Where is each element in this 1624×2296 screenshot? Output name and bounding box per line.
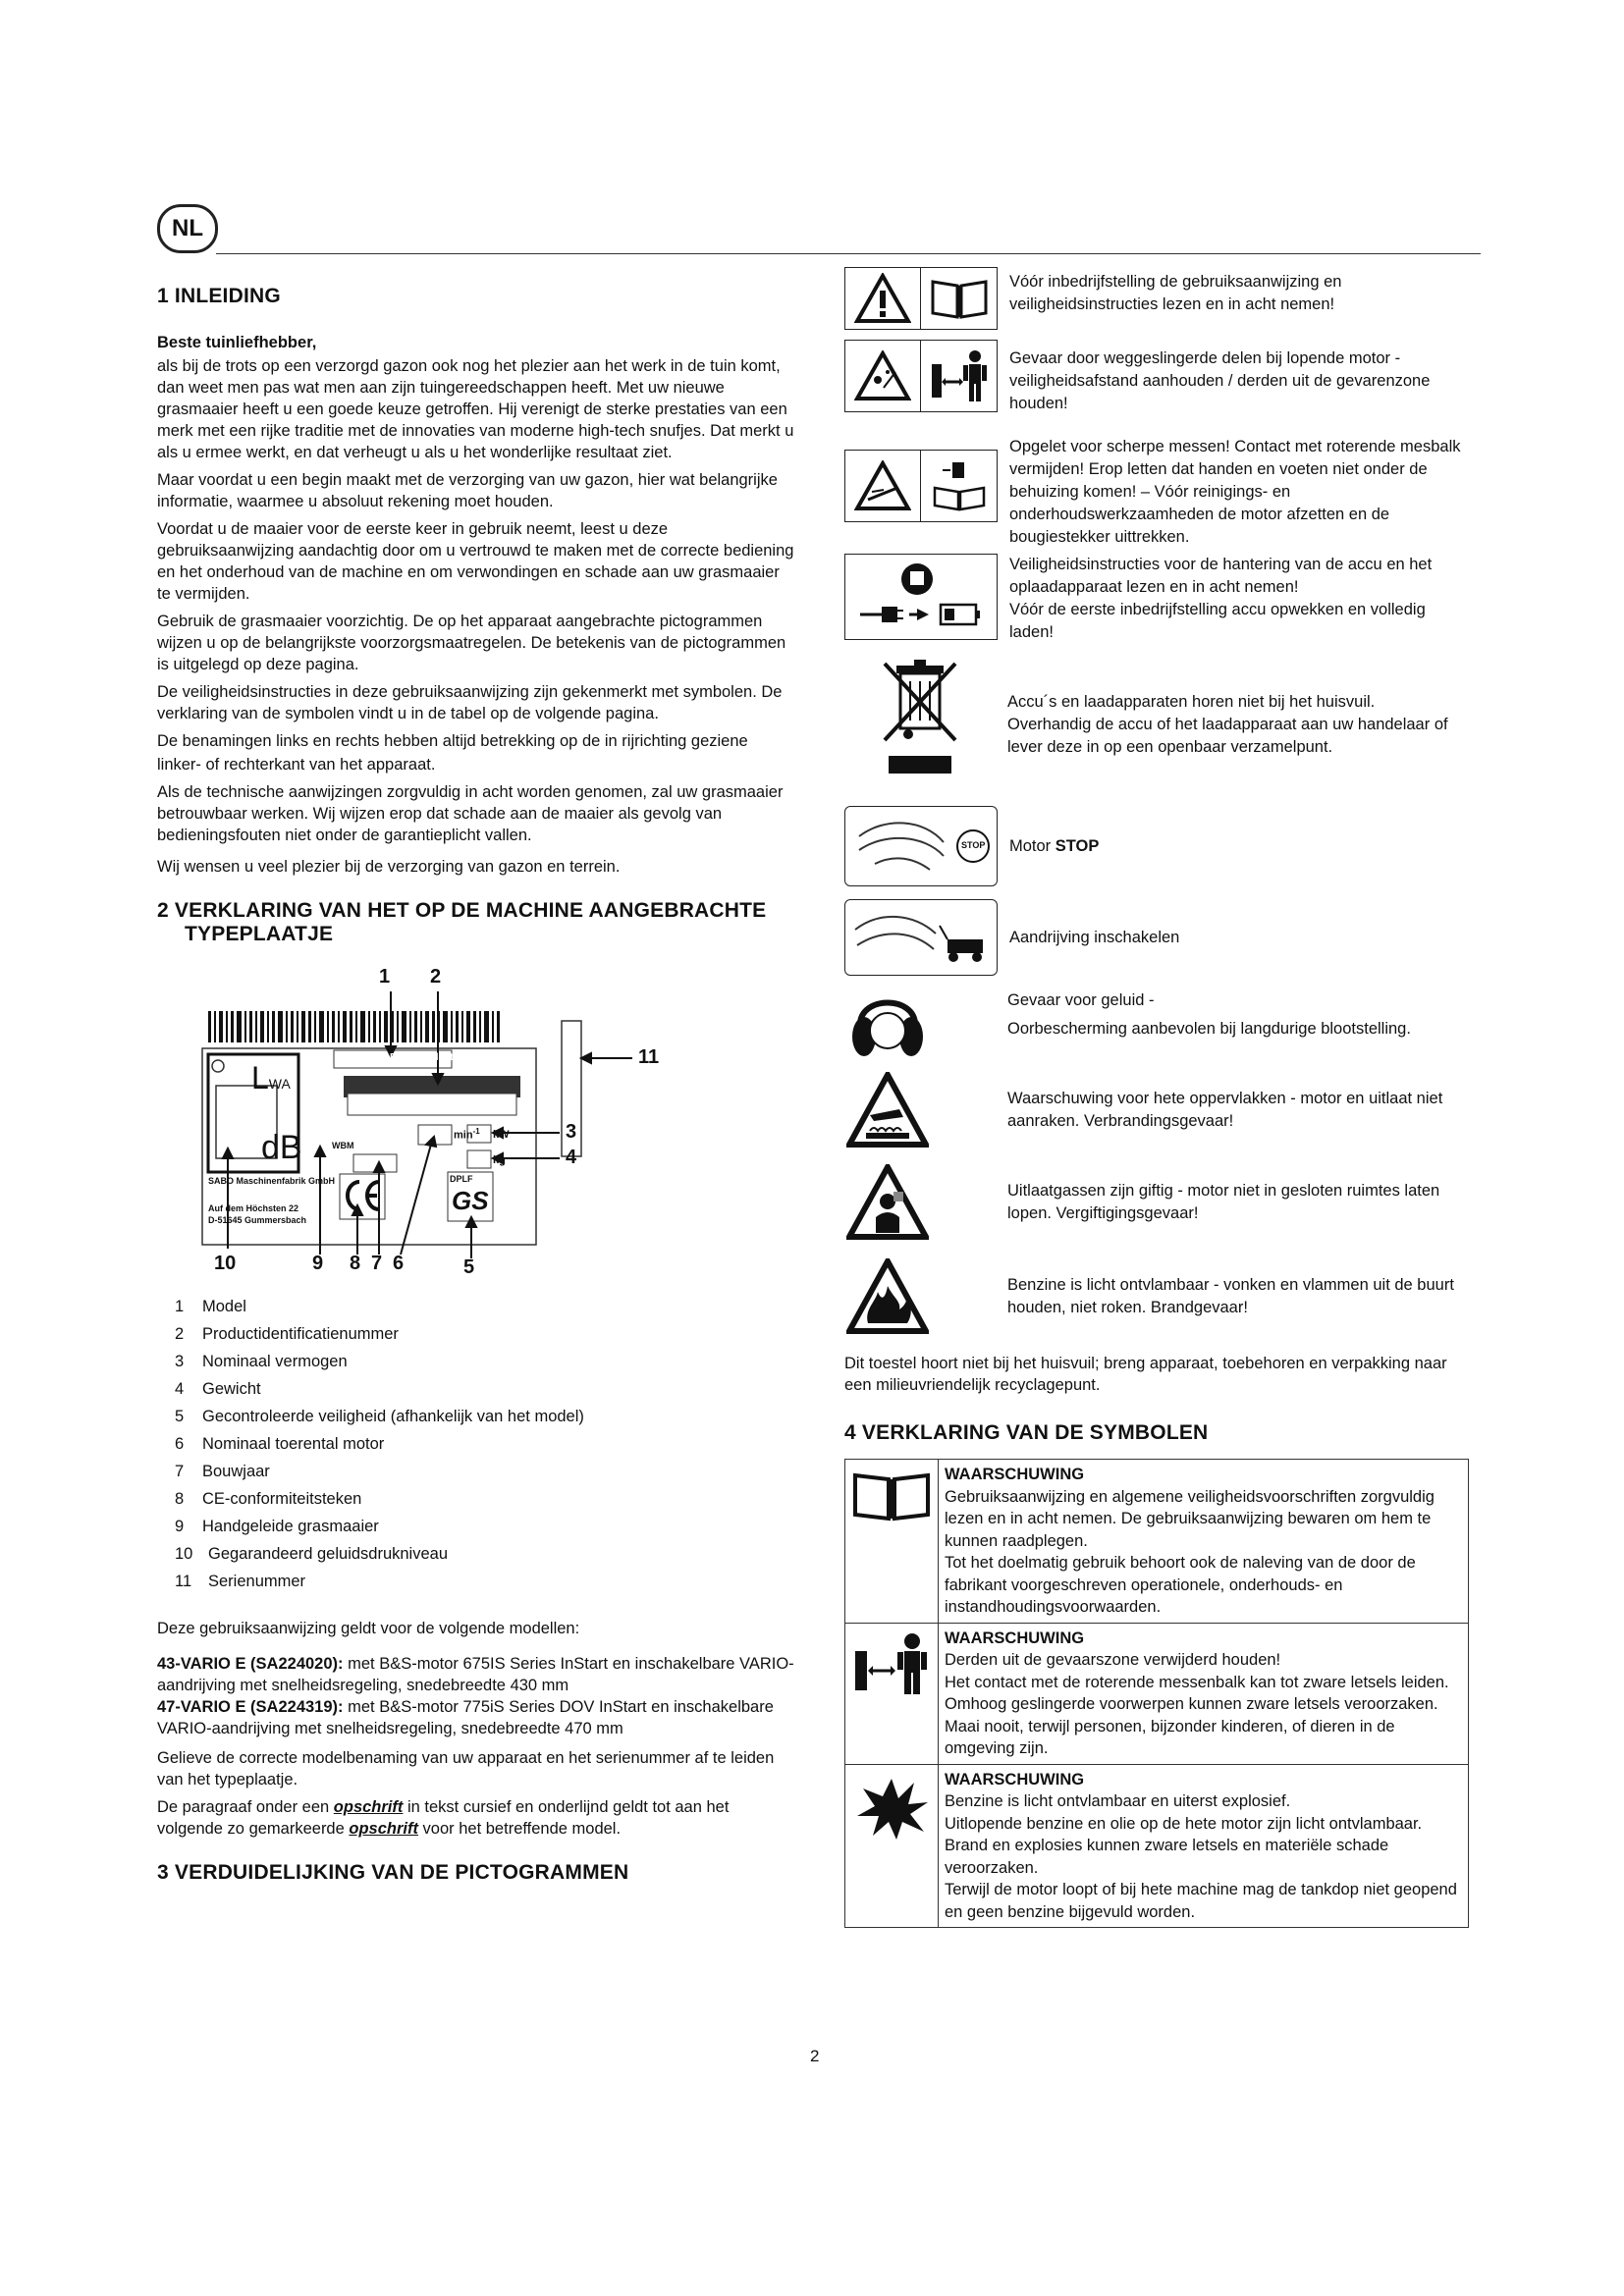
manual-book-icon (845, 1460, 939, 1624)
rpm-unit (454, 1127, 480, 1142)
legend-item: 8 CE-conformiteitsteken (175, 1490, 362, 1508)
section-1-title: 1 INLEIDING (157, 285, 281, 307)
legend-item: 3 Nominaal vermogen (175, 1353, 348, 1370)
callout-6: 6 (393, 1253, 405, 1274)
model-2: 47-VARIO E (SA224319): met B&S-motor 775iS Series DOV InStart en inschakelbare VARIO-aandrijving met snelheidsregeling, snedebreedte 470 mm (157, 1698, 774, 1737)
intro-paragraph-8: Wij wensen u veel plezier bij de verzorging van gazon en terrein. (157, 858, 621, 876)
header-rule (216, 253, 1481, 254)
legend-item: 4 Gewicht (175, 1380, 261, 1398)
legend-item: 2 Productidentificatienummer (175, 1325, 399, 1343)
symbols-table (844, 1459, 1469, 1928)
symbol-text-distance (939, 1623, 1469, 1764)
picto-row-drive (844, 895, 1473, 980)
spark-plug-manual-icon (921, 451, 997, 521)
noise-note-1: Gevaar voor geluid - (1007, 991, 1155, 1009)
picto-text-8 (1007, 989, 1411, 1041)
picto-row-fire (844, 1258, 1473, 1349)
intro-paragraph-1: als bij de trots op een verzorgd gazon ook nog het plezier aan het werk in de tuin komt, dan weet men pas wat men aan zijn tuingereedschappen heeft. Met uw nieuwe grasmaaier heeft u een goede keuze getroffen. Hij verenigt de sterke prestaties van een merk met een rijke traditie met de innovaties van moderne high-tech snufjes. Dat merkt u als u ermee werkt, en dat verheugt u als u het wonderlijke resultaat ziet. (157, 357, 794, 461)
intro-paragraph-2: Maar voordat u een begin maakt met de verzorging van uw gazon, hier wat belangrijke informatie, waarmee u absoluut rekening moet houden. (157, 471, 778, 510)
picto-row-noise (844, 982, 1473, 1066)
picto-text-6: Motor STOP (1009, 836, 1100, 855)
picto-text-2: Gevaar door weggeslingerde delen bij lopende motor - veiligheidsafstand aanhouden / derden uit de gevarenzone houden! (1009, 349, 1431, 412)
callout-3: 3 (566, 1121, 577, 1143)
models-intro: Deze gebruiksaanwijzing geldt voor de volgende modellen: (157, 1620, 580, 1637)
model-note: Gelieve de correcte modelbenaming van uw apparaat en het serienummer af te leiden van het typeplaatje. (157, 1749, 775, 1789)
callout-5: 5 (463, 1256, 475, 1278)
page-number: 2 (810, 2047, 820, 2065)
picto-text-7: Aandrijving inschakelen (1009, 928, 1180, 946)
symbol-row-distance (845, 1623, 1469, 1764)
warning-line: Tot het doelmatig gebruik behoort ook de naleving van de door de fabrikant voorgeschreven operationele, onderhouds- en instandhoudingsvoorwaarden. (945, 1554, 1416, 1616)
picto-row-hot-surface (844, 1072, 1473, 1162)
callout-7: 7 (371, 1253, 383, 1274)
rpm-unit-text: min (454, 1129, 473, 1142)
ear-protection-icon (844, 982, 931, 1062)
intro-paragraph-6b: linker- of rechterkant van het apparaat. (157, 756, 436, 774)
motor-stop-handle-icon (844, 806, 998, 886)
intro-paragraph-4: Gebruik de grasmaaier voorzichtig. De op het apparaat aangebrachte pictogrammen wijzen u op de belangrijkste voorzorgsmaatregelen. De betekenis van de pictogrammen is uitgelegd op deze pagina. (157, 613, 786, 673)
section-4-title: 4 VERKLARING VAN DE SYMBOLEN (844, 1421, 1209, 1444)
barcode-graphic (206, 1011, 501, 1042)
section-2-title: 2 VERKLARING VAN HET OP DE MACHINE AANGEBRACHTE (157, 899, 767, 922)
warning-triangle-icon (845, 268, 921, 329)
maker-name: SABO Maschinenfabrik GmbH (208, 1176, 336, 1186)
thrown-objects-icon (845, 341, 921, 411)
symbol-row-manual (845, 1460, 1469, 1624)
callout-10: 10 (214, 1253, 237, 1274)
kg-unit: kg (493, 1154, 506, 1166)
picto-box (844, 450, 998, 522)
maker-address-2: D-51645 Gummersbach (208, 1215, 307, 1225)
picto-text-9: Waarschuwing voor hete oppervlakken - motor en uitlaat niet aanraken. Verbrandingsgevaar! (1007, 1090, 1443, 1130)
model-1: 43-VARIO E (SA224020): met B&S-motor 675IS Series InStart en inschakelbare VARIO-aandrijving met snelheidsregeling, snedebreedte 430 mm (157, 1655, 794, 1694)
intro-paragraph-7: Als de technische aanwijzingen zorgvuldig in acht worden genomen, zal uw grasmaaier betrouwbaar werken. Wij wijzen erop dat schade aan de maaier als gevolg van bedieningsfouten niet onder de garantieplicht vallen. (157, 783, 784, 844)
heading-note: De paragraaf onder een opschrift in tekst cursief en onderlijnd geldt tot aan het volgende zo gemarkeerde opschrift voor het betreffende model. (157, 1798, 730, 1838)
legend-item: 11 Serienummer (175, 1573, 306, 1590)
maker-address-1: Auf dem Höchsten 22 (208, 1203, 299, 1213)
picto-row-motor-stop (844, 799, 1473, 893)
picto-text-10: Uitlaatgassen zijn giftig - motor niet in gesloten ruimtes laten lopen. Vergiftigingsgevaar! (1007, 1182, 1440, 1222)
disposal-note: Dit toestel hoort niet bij het huisvuil; breng apparaat, toebehoren en verpakking naar een milieuvriendelijk recyclagepunt. (844, 1355, 1447, 1394)
legend-item: 7 Bouwjaar (175, 1463, 270, 1480)
symbol-row-explosive (845, 1764, 1469, 1928)
legend-item: 6 Nominaal toerental motor (175, 1435, 385, 1453)
picto-row-manual (844, 267, 1473, 332)
picto-text-1: Vóór inbedrijfstelling de gebruiksaanwijzing en veiligheidsinstructies lezen en in acht nemen! (1009, 273, 1342, 313)
drive-engage-icon (844, 899, 998, 976)
manual-book-icon (921, 268, 997, 329)
picto-row-sharp-blades (844, 436, 1473, 552)
legend-item: 10 Gegarandeerd geluidsdrukniveau (175, 1545, 449, 1563)
lwa-letter: L (251, 1060, 269, 1095)
greeting: Beste tuinliefhebber, (157, 334, 317, 351)
intro-paragraph-3: Voordat u de maaier voor de eerste keer in gebruik neemt, leest u deze gebruiksaanwijzing aandachtig door om u vertrouwd te maken met de correcte bediening en het onderhoud van de machine en om verwondingen en schade aan uw grasmaaier te vermijden. (157, 520, 794, 603)
language-badge: NL (157, 204, 218, 253)
keep-distance-icon (845, 1623, 939, 1764)
pin-label: Product Identification Number (390, 1052, 531, 1063)
blade-warning-icon (845, 451, 921, 521)
kw-unit: kW (493, 1129, 510, 1141)
picto-box (844, 267, 998, 330)
lwa-subscript: WA (268, 1076, 291, 1092)
weee-note-2: Overhandig de accu of het laadapparaat aan uw handelaar of lever deze in op een openbaar verzamelpunt. (1007, 716, 1448, 756)
warning-line: Uitlopende benzine en olie op de hete motor zijn licht ontvlambaar. (945, 1814, 1423, 1833)
picto-text-3: Opgelet voor scherpe messen! Contact met roterende mesbalk vermijden! Erop letten dat handen en voeten niet onder de behuizing komen! – Vóór reinigings- en onderhoudswerkzaamheden de motor afzetten en de bougiestekker uittrekken. (1009, 438, 1461, 546)
crossed-bin-icon (844, 656, 996, 783)
section-2-title-cont: TYPEPLAATJE (185, 923, 334, 945)
warning-heading: WAARSCHUWING (945, 1466, 1085, 1483)
keep-distance-icon (921, 341, 997, 411)
warning-line: Gebruiksaanwijzing en algemene veiligheidsvoorschriften zorgvuldig lezen en in acht nemen. De gebruiksaanwijzing bewaren om hem te kunnen raadplegen. (945, 1487, 1435, 1550)
picto-row-exhaust (844, 1164, 1473, 1256)
lwa-label (251, 1060, 291, 1096)
explosion-icon (845, 1764, 939, 1928)
legend-item: 1 Model (175, 1298, 246, 1315)
picto-text-5 (1007, 691, 1459, 759)
warning-line: Maai nooit, terwijl personen, bijzonder kinderen, of dieren in de omgeving zijn. (945, 1717, 1395, 1757)
battery-note-1: Veiligheidsinstructies voor de hantering van de accu en het oplaadapparaat lezen en in acht nemen! (1009, 556, 1433, 596)
warning-line: Omhoog geslingerde voorwerpen kunnen zware letsels veroorzaken. (945, 1695, 1438, 1713)
callout-11: 11 (638, 1046, 660, 1068)
warning-line: Brand en explosies kunnen zware letsels en materiële schade veroorzaken. (945, 1837, 1389, 1877)
legend-item: 5 Gecontroleerde veiligheid (afhankelijk van het model) (175, 1408, 584, 1425)
toxic-fumes-icon (844, 1164, 931, 1251)
picto-box (844, 340, 998, 412)
right-column (844, 267, 1473, 1928)
intro-paragraph-5: De veiligheidsinstructies in deze gebruiksaanwijzing zijn gekenmerkt met symbolen. De verklaring van de symbolen vindt u in de tabel op de volgende pagina. (157, 683, 783, 722)
type-plate-diagram (157, 964, 658, 1288)
plate-legend (157, 1298, 795, 1600)
battery-note-2: Vóór de eerste inbedrijfstelling accu opwekken en volledig laden! (1009, 601, 1426, 641)
weee-note-1: Accu´s en laadapparaten horen niet bij het huisvuil. (1007, 693, 1376, 711)
callout-1: 1 (379, 966, 391, 988)
db-label: dB (261, 1129, 302, 1166)
battery-charge-icon (844, 554, 998, 640)
picto-row-weee (844, 656, 1473, 793)
callout-8: 8 (350, 1253, 361, 1274)
symbol-text-explosive (939, 1764, 1469, 1928)
callout-4: 4 (566, 1147, 577, 1168)
dplf-label: DPLF (450, 1174, 473, 1184)
callout-9: 9 (312, 1253, 324, 1274)
symbol-text-manual (939, 1460, 1469, 1624)
gs-mark: GS (452, 1186, 489, 1215)
flammable-icon (844, 1258, 931, 1345)
picto-row-thrown-objects (844, 340, 1473, 436)
wbm-label: WBM (332, 1141, 354, 1150)
picto-text-4 (1009, 554, 1461, 644)
warning-line: Benzine is licht ontvlambaar en uiterst explosief. (945, 1792, 1291, 1810)
intro-paragraph-6a: De benamingen links en rechts hebben altijd betrekking op de in rijrichting geziene (157, 732, 748, 750)
stop-sign-icon: STOP (961, 840, 986, 850)
picto-text-11: Benzine is licht ontvlambaar - vonken en vlammen uit de buurt houden, niet roken. Brandgevaar! (1007, 1276, 1454, 1316)
left-column (157, 285, 795, 1885)
callout-2: 2 (430, 966, 442, 988)
picto-row-battery (844, 554, 1473, 652)
noise-note-2: Oorbescherming aanbevolen bij langdurige blootstelling. (1007, 1020, 1411, 1038)
warning-line: Het contact met de roterende messenbalk kan tot zware letsels leiden. (945, 1673, 1449, 1691)
warning-heading: WAARSCHUWING (945, 1629, 1085, 1647)
warning-line: Terwijl de motor loopt of bij hete machine mag de tankdop niet geopend en geen benzine bijgevuld worden. (945, 1881, 1457, 1921)
warning-line: Derden uit de gevaarszone verwijderd houden! (945, 1651, 1281, 1669)
hot-surface-icon (844, 1072, 931, 1158)
warning-heading: WAARSCHUWING (945, 1770, 1085, 1789)
section-3-title: 3 VERDUIDELIJKING VAN DE PICTOGRAMMEN (157, 1861, 629, 1884)
legend-item: 9 Handgeleide grasmaaier (175, 1518, 379, 1535)
rpm-unit-sup: -1 (472, 1127, 480, 1136)
